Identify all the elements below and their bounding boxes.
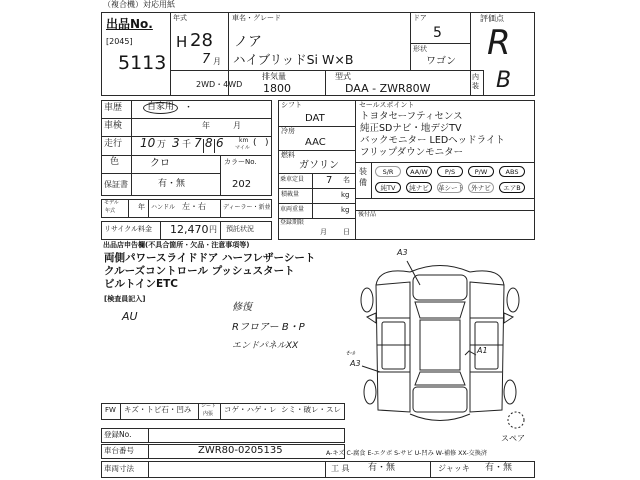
shift-value: DAT [305, 113, 325, 124]
divider [101, 118, 272, 119]
divider [198, 403, 199, 420]
lot-label: 出品No. [106, 17, 153, 31]
capacity-label: 乗車定員 [280, 176, 305, 183]
chassis-number: ZWR80-0205135 [198, 445, 283, 456]
equipment-power-windows: P/W [468, 166, 494, 177]
color-code: 202 [232, 179, 252, 190]
equipment-alloy-wheels: AA/W [406, 166, 432, 177]
color-value: クロ [150, 158, 170, 169]
mileage-man-unit: 万 [157, 140, 167, 150]
divider [312, 173, 313, 218]
equipment-genuine-navi: 純ナビ [406, 182, 432, 193]
inspection-month-unit: 月 [233, 121, 241, 130]
jack-label: ジャッキ [438, 464, 470, 473]
inspector-code: AU [122, 310, 138, 323]
lining-label: 内張 [203, 411, 214, 417]
door-label: ドア [413, 14, 427, 22]
divider [355, 210, 535, 211]
burn-condition-options: コゲ・ハゲ・レ [224, 405, 277, 414]
divider [203, 139, 204, 153]
spare-tire [508, 412, 524, 428]
mileage-paren-close: ) [265, 138, 269, 148]
year-label: 年式 [173, 14, 187, 22]
divider [148, 444, 149, 459]
damage-mark: A1 [477, 346, 488, 355]
equipment-label: 装備 [359, 167, 367, 187]
history-value: 自家用 [143, 102, 178, 114]
equipment-aftermarket-navi: 外ナビ [468, 182, 494, 193]
inspector-note: エンドパネルXX [232, 341, 299, 351]
seller-remarks-label: 出品店申告欄(不具合箇所・欠品・注意事項等) [103, 241, 250, 249]
load-unit: kg [341, 191, 350, 199]
interior-grade: B [496, 68, 512, 93]
damage-mark-note: ﾓｰﾙ [346, 350, 356, 357]
divider [101, 155, 272, 156]
equipment-power-steering: P/S [437, 166, 463, 177]
sales-point-item: バックモニター LEDヘッドライト [360, 135, 505, 146]
right-front-wheel [507, 288, 519, 312]
right-mirror [504, 313, 513, 323]
year-month: 7 [202, 52, 211, 67]
left-mirror [367, 313, 376, 323]
model-label: 車名・グレード [232, 14, 281, 22]
model-grade: ハイブリッドSi W×B [233, 52, 354, 67]
fw-label: FW [105, 406, 116, 414]
mileage-unit-km: km [239, 137, 249, 144]
chassis-label: 車台番号 [104, 446, 134, 455]
seller-remark-line: クルーズコントロール プッシュスタート [104, 265, 295, 277]
left-rear-wheel [364, 380, 376, 404]
warranty-value: 有・無 [158, 179, 186, 189]
lot-number: 5113 [118, 52, 167, 74]
divider [101, 173, 220, 174]
tools-value: 有・無 [368, 463, 396, 473]
stain-condition-options: シミ・破レ・スレ [281, 405, 341, 414]
inspection-label: 車検 [104, 121, 123, 131]
door-count: 5 [433, 25, 442, 41]
divider [120, 403, 121, 420]
load-label: 積載量 [281, 191, 300, 198]
divider [148, 428, 149, 443]
windshield [415, 302, 465, 318]
divider [355, 198, 535, 199]
divider [220, 199, 221, 218]
accessories-row [101, 461, 535, 478]
divider [278, 188, 356, 189]
spare-label: スペア [501, 434, 525, 443]
inspector-note: Rフロアー B・P [232, 322, 305, 333]
recycle-unit: 円 [209, 225, 217, 234]
divider [410, 12, 411, 70]
right-rear-wheel [504, 380, 516, 404]
lot-sub-number: [2045] [106, 37, 133, 46]
divider [131, 100, 132, 196]
car-damage-diagram [345, 245, 535, 445]
year-value: 28 [190, 30, 213, 51]
warranty-label: 保証書 [104, 180, 128, 189]
weight-label: 車両重量 [280, 206, 305, 213]
ac-value: AAC [305, 137, 326, 148]
model-name: ノア [234, 34, 262, 50]
divider [410, 43, 470, 44]
mileage-digit: 7 [194, 136, 202, 150]
damage-mark: A3 [350, 359, 361, 368]
model-year-label: 年式 [105, 208, 116, 214]
equipment-leather-seats: 革シート [438, 184, 464, 192]
mileage-digit: 6 [216, 136, 224, 150]
divider [170, 12, 171, 96]
mileage-man: 10 [140, 136, 156, 150]
mileage-paren-open: ( [253, 138, 257, 148]
inspector-notes-label: [検査員記入] [104, 295, 146, 303]
mileage-label: 走行 [104, 139, 123, 149]
weight-unit: kg [341, 206, 350, 214]
model-year-label: モデル [104, 200, 119, 206]
aftermarket-label: 後付品 [358, 211, 377, 218]
form-note: （複合機）対応用紙 [103, 0, 175, 9]
type-label: 型式 [335, 72, 351, 81]
rear-window [415, 372, 465, 385]
divider [220, 155, 221, 196]
engine-displacement: 1800 [263, 82, 291, 95]
capacity-value: 7 [326, 175, 333, 186]
dealer-label: ディーラー・新並 [223, 204, 271, 211]
registration-row [101, 428, 345, 443]
equipment-sunroof: S/R [375, 166, 401, 177]
recycle-label: リサイクル料金 [104, 225, 153, 233]
year-month-unit: 月 [213, 57, 221, 66]
reg-limit-label: 登録期限 [280, 219, 305, 226]
drive-type: 2WD・4WD [196, 80, 243, 89]
equipment-airbag: エアB [499, 182, 525, 193]
sales-point-label: セールスポイント [359, 101, 415, 109]
equipment-abs: ABS [499, 166, 525, 177]
ac-label: 冷房 [281, 127, 295, 135]
overall-grade: R [487, 23, 511, 63]
shift-label: シフト [281, 101, 302, 109]
divider [325, 70, 326, 96]
tools-label: 工 具 [331, 464, 350, 473]
mileage-sen: 3 [172, 136, 180, 150]
divider [214, 139, 215, 153]
divider [278, 173, 356, 174]
roof [420, 320, 460, 370]
mileage-unit-mile: マイル [235, 145, 250, 151]
model-code: DAA - ZWR80W [345, 82, 431, 95]
reg-limit-day: 日 [343, 228, 350, 236]
score-label: 評価点 [480, 14, 504, 23]
steering-value: 左・右 [182, 202, 206, 211]
body-shape: ワゴン [426, 56, 456, 67]
history-suffix: ・ [184, 103, 194, 113]
damage-legend: A-キズ C-腐食 E-エクボ S-サビ U-凹み W-補修 XX-交換済 [326, 450, 488, 457]
front-bumper [410, 266, 470, 273]
steering-label: ハンドル [151, 204, 176, 211]
mileage-digit: 8 [205, 136, 213, 150]
inspection-year-unit: 年 [202, 121, 210, 130]
exterior-condition-options: キズ・トビ石・凹み [124, 405, 192, 414]
rear-bumper [410, 414, 470, 421]
divider [355, 162, 535, 163]
mileage-sen-unit: 千 [182, 140, 192, 150]
interior-label: 内装 [472, 73, 479, 90]
shape-label: 形状 [413, 45, 427, 53]
seller-remark-line: 両側パワースライドドア ハーフレザーシート [104, 252, 316, 264]
divider [128, 199, 129, 218]
divider [170, 70, 470, 71]
rear-hatch [413, 387, 467, 412]
divider [148, 461, 149, 478]
divider [278, 203, 356, 204]
divider [220, 221, 221, 240]
engine-label: 排気量 [262, 72, 286, 81]
deposit-status: 預託状況 [226, 225, 254, 233]
color-code-label: カラーNo. [224, 158, 257, 166]
seat-label: シート [201, 403, 217, 409]
year-era: H [176, 33, 188, 51]
damage-mark: A3 [397, 248, 408, 257]
equipment-genuine-tv: 純TV [375, 182, 401, 193]
divider [148, 199, 149, 218]
jack-value: 有・無 [485, 463, 513, 473]
sales-point-item: 純正SDナビ・地デジTV [360, 123, 462, 134]
divider [371, 162, 372, 198]
registration-label: 登録No. [104, 430, 132, 439]
inspector-note: 修復 [232, 302, 252, 313]
fuel-value: ガソリン [299, 160, 339, 171]
capacity-unit: 名 [343, 176, 350, 184]
recycle-fee: 12,470 [170, 223, 209, 236]
color-label: 色 [110, 157, 120, 167]
divider [160, 221, 161, 240]
sales-point-item: トヨタセーフティセンス [360, 111, 463, 122]
hood [413, 275, 467, 300]
dimensions-label: 車両寸法 [104, 464, 134, 473]
reg-limit-month: 月 [320, 228, 327, 236]
fuel-label: 燃料 [281, 151, 295, 159]
sales-point-item: フリップダウンモニター [360, 147, 464, 158]
divider [325, 461, 326, 478]
divider [220, 403, 221, 420]
divider [430, 461, 431, 478]
history-label: 車歴 [104, 103, 123, 113]
seller-remark-line: ビルトインETC [104, 278, 179, 290]
left-front-wheel [361, 288, 373, 312]
model-year-unit: 年 [138, 203, 145, 211]
